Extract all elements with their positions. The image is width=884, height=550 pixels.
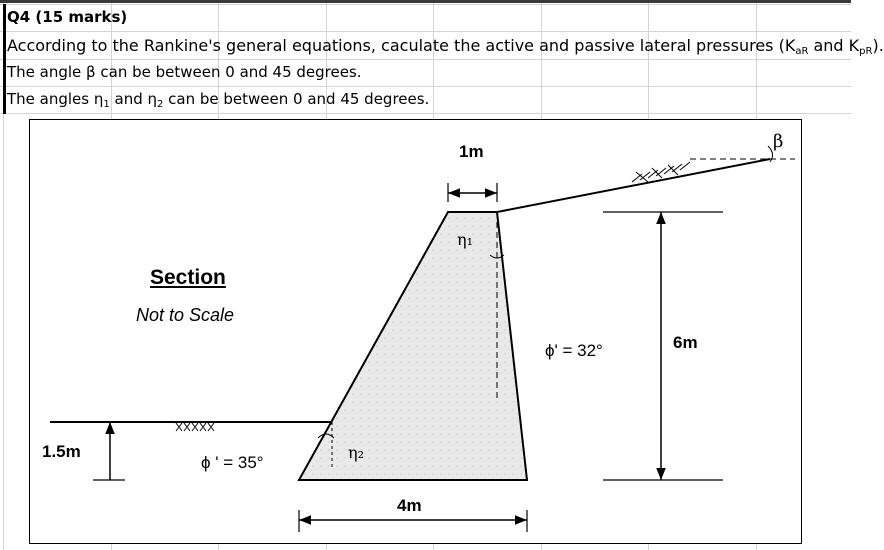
- line1-end: ).: [872, 36, 884, 55]
- line3-sub-2: 2: [157, 99, 164, 110]
- question-line-3[interactable]: [7, 90, 429, 110]
- line3-text-b: and η: [109, 90, 158, 108]
- scale-note[interactable]: Not to Scale: [136, 305, 235, 325]
- line3-sub-1: 1: [103, 99, 110, 110]
- height-label[interactable]: 6m: [673, 333, 698, 352]
- embed-label[interactable]: 1.5m: [42, 442, 81, 461]
- front-ground-hatch: [176, 423, 214, 431]
- line3-text-a: The angles η: [7, 90, 104, 108]
- grid-line: [0, 113, 851, 114]
- retaining-wall-body: [299, 212, 527, 480]
- grid-line: [0, 4, 851, 5]
- grid-line: [0, 86, 851, 87]
- line1-sub-pr: pR: [859, 46, 873, 57]
- top-width-label[interactable]: 1m: [459, 142, 484, 161]
- phi-front-label[interactable]: ϕ ' = 35°: [201, 453, 264, 472]
- left-border: [3, 4, 6, 114]
- grid-line: [0, 31, 851, 32]
- line1-and: and K: [808, 36, 860, 55]
- retaining-wall-diagram[interactable]: [29, 119, 802, 544]
- section-title[interactable]: Section: [150, 266, 226, 289]
- question-heading[interactable]: Q4 (15 marks): [7, 8, 128, 26]
- backfill-hatch: [632, 162, 690, 182]
- line1-text: According to the Rankine's general equations, caculate the active and passive lateral pressures (K: [7, 36, 796, 55]
- eta1-label[interactable]: η₁: [457, 230, 473, 249]
- base-width-label[interactable]: 4m: [397, 496, 422, 515]
- eta2-label[interactable]: η₂: [348, 443, 364, 462]
- backfill-slope-line: [497, 159, 770, 212]
- question-line-1[interactable]: [7, 36, 884, 57]
- line1-sub-ar: aR: [795, 46, 809, 57]
- phi-back-label[interactable]: ϕ' = 32°: [545, 341, 603, 360]
- diagram-svg: [30, 120, 801, 543]
- question-line-2[interactable]: The angle β can be between 0 and 45 degrees.: [7, 63, 362, 81]
- grid-line: [0, 59, 851, 60]
- beta-label[interactable]: β: [773, 131, 784, 152]
- top-border: [0, 0, 851, 3]
- line3-text-c: can be between 0 and 45 degrees.: [163, 90, 430, 108]
